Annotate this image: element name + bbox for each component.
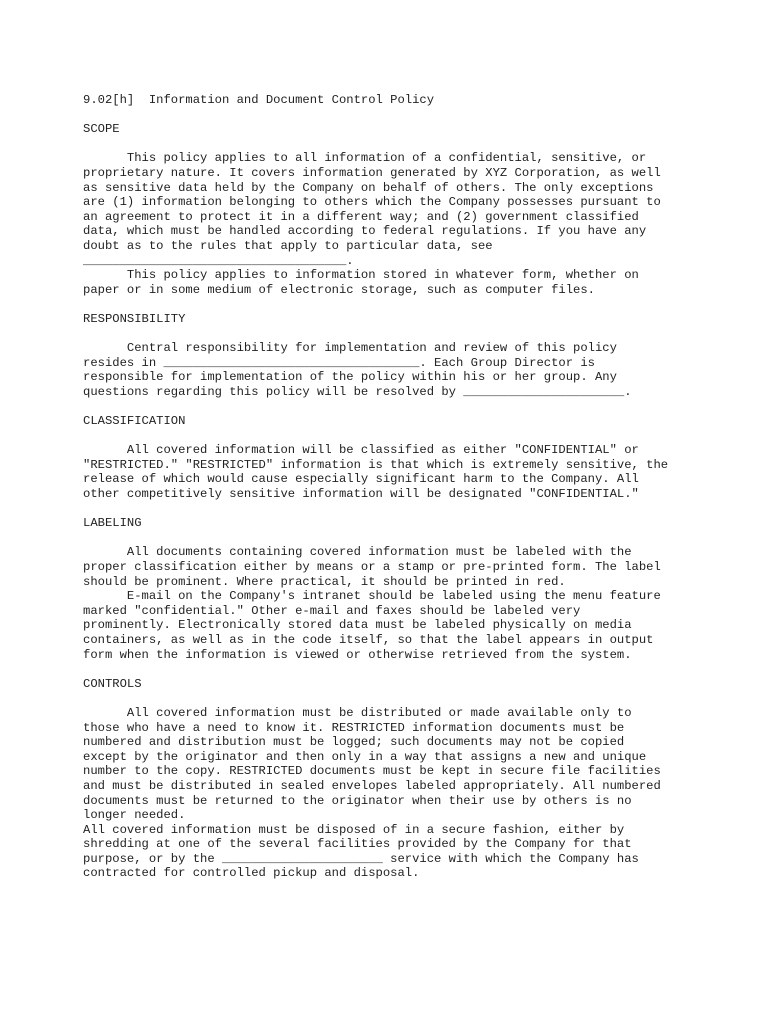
document-line: purpose, or by the ______________________ service with which the Company has	[83, 851, 639, 866]
document-line: resides in ___________________________________. Each Group Director is	[83, 355, 595, 370]
document-line: All documents containing covered information must be labeled with the	[83, 545, 632, 560]
blank-line	[83, 399, 723, 414]
blank-line	[83, 691, 723, 706]
document-line: doubt as to the rules that apply to particular data, see	[83, 238, 493, 253]
document-line: as sensitive data held by the Company on behalf of others. The only exceptions	[83, 180, 654, 195]
document-line: All covered information must be distributed or made available only to	[83, 705, 632, 720]
document-line: All covered information will be classified as either "CONFIDENTIAL" or	[83, 443, 639, 458]
document-line: Central responsibility for implementation and review of this policy	[83, 341, 617, 356]
document-line: responsible for implementation of the policy within his or her group. Any	[83, 370, 617, 385]
document-line: CLASSIFICATION	[83, 414, 186, 429]
document-line: This policy applies to all information of a confidential, sensitive, or	[83, 151, 647, 166]
document-line: CONTROLS	[83, 676, 142, 691]
blank-line	[83, 662, 723, 677]
blank-line	[83, 502, 723, 517]
document-line: other competitively sensitive information will be designated "CONFIDENTIAL."	[83, 487, 639, 502]
blank-line	[83, 531, 723, 546]
document-line: should be prominent. Where practical, it should be printed in red.	[83, 574, 566, 589]
document-line: and must be distributed in sealed envelopes labeled appropriately. All numbered	[83, 778, 661, 793]
document-line: 9.02[h] Information and Document Control Policy	[83, 93, 435, 107]
document-line: number to the copy. RESTRICTED documents must be kept in secure file facilities	[83, 764, 661, 779]
document-line: All covered information must be disposed of in a secure fashion, either by	[83, 822, 625, 837]
document-line: are (1) information belonging to others which the Company possesses pursuant to	[83, 195, 661, 210]
document-body	[83, 93, 723, 881]
blank-line	[83, 137, 723, 152]
document-line: E-mail on the Company's intranet should be labeled using the menu feature	[83, 589, 661, 604]
document-line: shredding at one of the several facilities provided by the Company for that	[83, 837, 632, 852]
document-line: numbered and distribution must be logged; such documents may not be copied	[83, 735, 625, 750]
document-line: proper classification either by means or a stamp or pre-printed form. The label	[83, 560, 661, 574]
document-line: "RESTRICTED." "RESTRICTED" information is that which is extremely sensitive, the	[83, 457, 669, 472]
document-line: those who have a need to know it. RESTRICTED information documents must be	[83, 720, 625, 735]
document-line: prominently. Electronically stored data must be labeled physically on media	[83, 618, 632, 633]
document-line: documents must be returned to the originator when their use by others is no	[83, 793, 632, 808]
document-line: ____________________________________.	[83, 253, 354, 268]
document-line: longer needed.	[83, 808, 186, 823]
document-line: release of which would cause especially significant harm to the Company. All	[83, 472, 639, 487]
blank-line	[83, 297, 723, 312]
document-line: form when the information is viewed or otherwise retrieved from the system.	[83, 647, 632, 662]
document-line: marked "confidential." Other e-mail and faxes should be labeled very	[83, 603, 581, 618]
document-line: paper or in some medium of electronic storage, such as computer files.	[83, 282, 595, 297]
document-line: LABELING	[83, 516, 142, 531]
blank-line	[83, 327, 723, 342]
document-line: except by the originator and then only in a way that assigns a new and unique	[83, 749, 647, 764]
document-line: RESPONSIBILITY	[83, 311, 186, 326]
document-line: data, which must be handled according to federal regulations. If you have any	[83, 224, 647, 239]
document-line: SCOPE	[83, 122, 120, 137]
document-line: This policy applies to information stored in whatever form, whether on	[83, 268, 639, 283]
blank-line	[83, 429, 723, 444]
document-line: containers, as well as in the code itself, so that the label appears in output	[83, 632, 654, 647]
document-line: proprietary nature. It covers information generated by XYZ Corporation, as well	[83, 165, 661, 180]
document-line: contracted for controlled pickup and disposal.	[83, 866, 420, 881]
document-line: an agreement to protect it in a different way; and (2) government classified	[83, 209, 639, 224]
blank-line	[83, 108, 723, 123]
document-line: questions regarding this policy will be resolved by ______________________.	[83, 384, 632, 399]
